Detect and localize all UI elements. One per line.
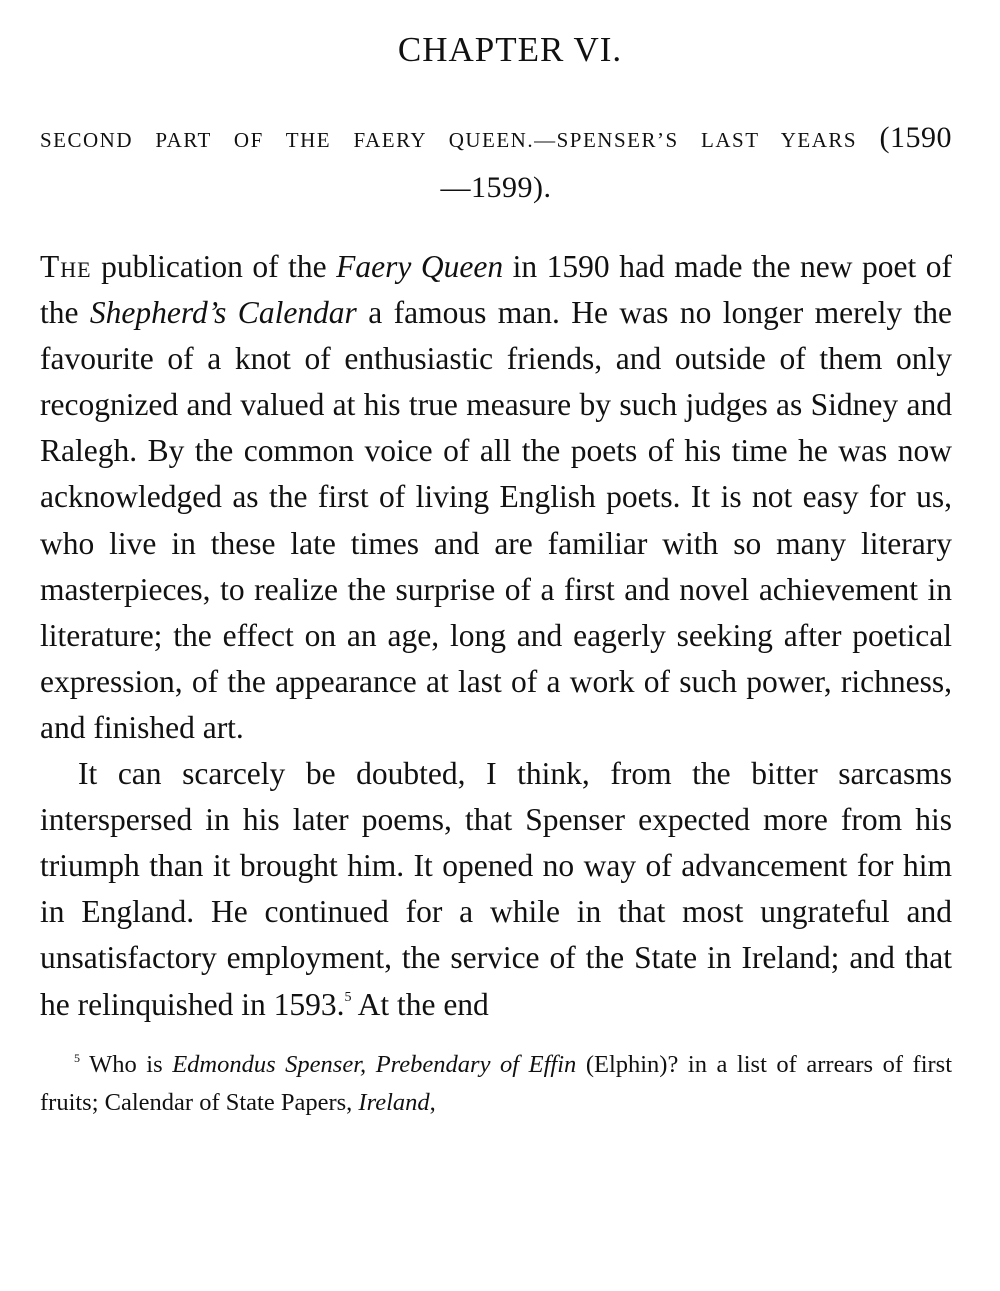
paragraph-1-text-a: publication of the — [91, 249, 337, 284]
paragraph-2-text-a: It can scarcely be doubted, I think, from the bitter sarcasms interspersed in his later poems, that Spenser expected more from his triumph than it brought him. It opened no way of advancement for him in England. He continued for a while in that most ungrateful and unsatisfactory employment, the service of the State in Ireland; and that he relinquished in 1593. — [40, 756, 952, 1022]
body-text — [40, 244, 952, 1028]
chapter-subtitle — [40, 114, 952, 214]
footnote-italic-b: Ireland — [358, 1088, 430, 1116]
paragraph-2 — [40, 751, 952, 1028]
book-page — [40, 28, 952, 1122]
footnote-mark: 5 — [74, 1050, 80, 1065]
footnote-text-b: (Elphin)? in a list of arrears of first fruits; Calendar of State Papers, — [40, 1050, 952, 1116]
title-faery-queen: Faery Queen — [336, 249, 504, 284]
footnote — [40, 1046, 952, 1122]
paragraph-1-text-c: a famous man. He was no longer merely the favourite of a knot of enthusiastic friends, and outside of them only recognized and valued at his true measure by such judges as Sidney and Ralegh. By the common voice of all the poets of his time he was now acknowledged as the first of living English poets. It is not easy for us, who live in these late times and are familiar with so many literary masterpieces, to realize the surprise of a first and novel achievement in literature; the effect on an age, long and eagerly seeking after poetical expression, of the appearance at last of a work of such power, richness, and finished art. — [40, 295, 952, 745]
subtitle-main: SECOND PART OF THE FAERY QUEEN.—SPENSER’S LAST YEARS — [40, 128, 858, 152]
chapter-title: CHAPTER VI. — [397, 30, 623, 69]
footnote-italic-a: Edmondus Spenser, Prebendary of Effin — [172, 1050, 577, 1078]
title-shepherds-calendar: Shepherd’s Calendar — [89, 295, 357, 331]
footnote-text-a: Who is — [80, 1050, 173, 1078]
footnote-reference: 5 — [344, 989, 352, 1005]
footnote-text-c: , — [429, 1088, 436, 1116]
paragraph-2-text-b: At the end — [351, 986, 489, 1022]
paragraph-1-text-b: in 1590 had made the new poet of the — [40, 249, 952, 331]
subtitle-years: (1590—1599). — [440, 121, 952, 204]
paragraph-1 — [40, 244, 952, 751]
lead-word: The — [40, 249, 92, 284]
